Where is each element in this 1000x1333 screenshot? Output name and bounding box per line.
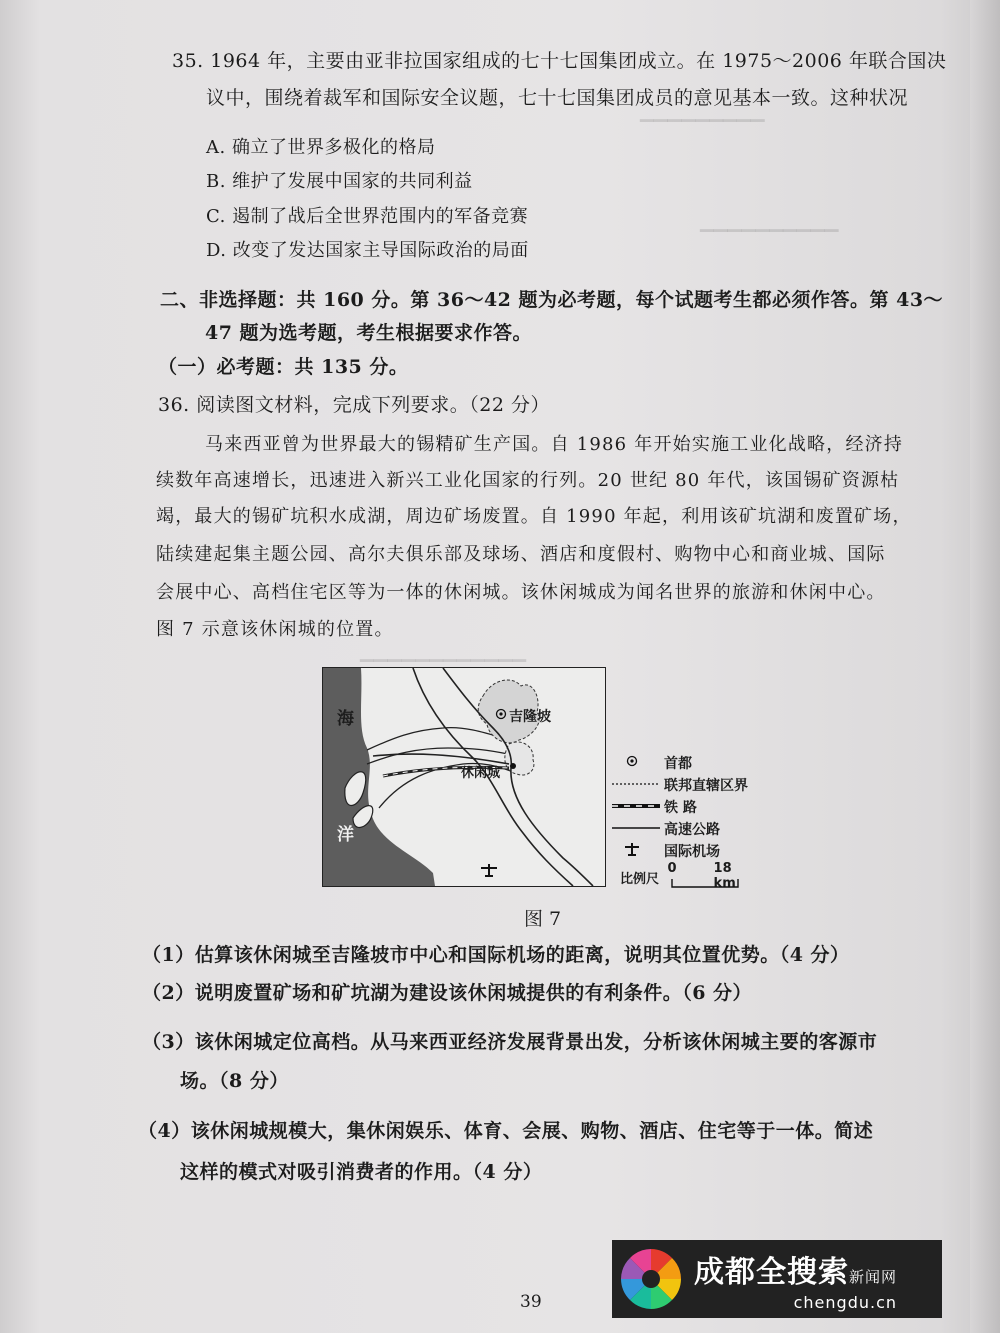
q36-sub1: （1）估算该休闲城至吉隆坡市中心和国际机场的距离，说明其位置优势。（4 分） — [142, 944, 850, 966]
leisure-city-area — [505, 742, 534, 775]
airport-icon — [481, 864, 497, 876]
section2-required: （一）必考题：共 135 分。 — [158, 356, 409, 378]
page-edge — [970, 0, 1000, 1333]
q35-stem-line1: 35. 1964 年，主要由亚非拉国家组成的七十七国集团成立。在 1975～2006 年联合国决 — [172, 50, 947, 72]
leisure-city-marker — [510, 763, 516, 769]
figure-caption: 图 7 — [524, 908, 562, 930]
map-legend — [612, 752, 748, 862]
scale-zero: 0 — [667, 860, 677, 876]
scale-value: 18 km — [713, 860, 736, 891]
legend-label: 铁 路 — [664, 800, 697, 816]
q35-option-c: C. 遏制了战后全世界范围内的军备竞赛 — [206, 206, 529, 227]
q36-sub3-line2: 场。（8 分） — [180, 1070, 289, 1092]
sea-label-2: 洋 — [337, 825, 354, 845]
scale-label: 比例尺 — [620, 872, 660, 887]
highway-icon — [612, 821, 664, 837]
legend-label: 国际机场 — [664, 844, 720, 860]
watermark-text — [694, 1247, 897, 1312]
q36-passage-line2: 续数年高速增长，迅速进入新兴工业化国家的行列。20 世纪 80 年代，该国锡矿资源枯 — [156, 470, 900, 491]
leisure-city-label: 休闲城 — [461, 766, 501, 781]
legend-label: 联邦直辖区界 — [664, 778, 748, 794]
q35-option-a: A. 确立了世界多极化的格局 — [206, 137, 436, 158]
capital-icon-dot — [499, 712, 502, 715]
scale-bar — [620, 860, 758, 891]
legend-item-highway — [612, 818, 748, 840]
q36-title: 36. 阅读图文材料，完成下列要求。（22 分） — [158, 394, 550, 416]
railway-icon — [612, 799, 664, 815]
q36-sub4-line1: （4）该休闲城规模大，集休闲娱乐、体育、会展、购物、酒店、住宅等于一体。简述 — [138, 1120, 874, 1142]
capital-icon — [612, 754, 664, 772]
sea-label-1: 海 — [337, 709, 354, 729]
federal-territory-boundary-icon — [612, 777, 664, 793]
q36-passage-line6: 图 7 示意该休闲城的位置。 — [156, 619, 394, 640]
river — [367, 728, 503, 750]
legend-item-airport — [612, 840, 748, 862]
q36-sub4-line2: 这样的模式对吸引消费者的作用。（4 分） — [180, 1161, 543, 1183]
figure7-map — [322, 667, 606, 887]
show-through-text: ▔▔▔▔▔▔▔▔▔ — [640, 120, 765, 141]
watermark-logo — [612, 1240, 942, 1318]
q36-passage-line5: 会展中心、高档住宅区等为一体的休闲城。该休闲城成为闻名世界的旅游和休闲中心。 — [156, 582, 886, 603]
q35-stem-line2: 议中，围绕着裁军和国际安全议题，七十七国集团成员的意见基本一致。这种状况 — [206, 87, 909, 109]
watermark-title-row — [694, 1247, 897, 1291]
page-number: 39 — [520, 1292, 542, 1312]
watermark-url: chengdu.cn — [793, 1292, 898, 1312]
legend-item-boundary — [612, 774, 748, 796]
scale-line — [667, 860, 758, 891]
section2-heading-line1: 二、非选择题：共 160 分。第 36～42 题为必考题，每个试题考生都必须作答。第 43～ — [160, 289, 944, 311]
section2-heading-line2: 47 题为选考题，考生根据要求作答。 — [205, 322, 533, 344]
kuala-lumpur-label: 吉隆坡 — [509, 709, 551, 725]
legend-label: 首都 — [664, 756, 692, 772]
legend-item-capital — [612, 752, 748, 774]
q36-passage-line1: 马来西亚曾为世界最大的锡精矿生产国。自 1986 年开始实施工业化战略，经济持 — [205, 434, 904, 455]
q36-sub3-line1: （3）该休闲城定位高档。从马来西亚经济发展背景出发，分析该休闲城主要的客源市 — [142, 1031, 878, 1053]
pinwheel-logo-icon — [616, 1244, 686, 1314]
q36-sub2: （2）说明废置矿场和矿坑湖为建设该休闲城提供的有利条件。（6 分） — [142, 982, 753, 1004]
airport-icon — [612, 841, 664, 861]
q36-passage-line4: 陆续建起集主题公园、高尔夫俱乐部及球场、酒店和度假村、购物中心和商业城、国际 — [156, 544, 886, 565]
q35-option-d: D. 改变了发达国家主导国际政治的局面 — [206, 240, 529, 261]
legend-item-railway — [612, 796, 748, 818]
watermark-subtitle: 新闻网 — [849, 1267, 898, 1286]
show-through-text: ▔▔▔▔▔▔▔▔▔▔ — [700, 230, 839, 251]
watermark-title: 成都全搜索 — [694, 1254, 849, 1290]
legend-label: 高速公路 — [664, 822, 720, 838]
q36-passage-line3: 竭，最大的锡矿坑积水成湖，周边矿场废置。自 1990 年起，利用该矿坑湖和废置矿场， — [156, 506, 912, 527]
q35-option-b: B. 维护了发展中国家的共同利益 — [206, 171, 473, 192]
